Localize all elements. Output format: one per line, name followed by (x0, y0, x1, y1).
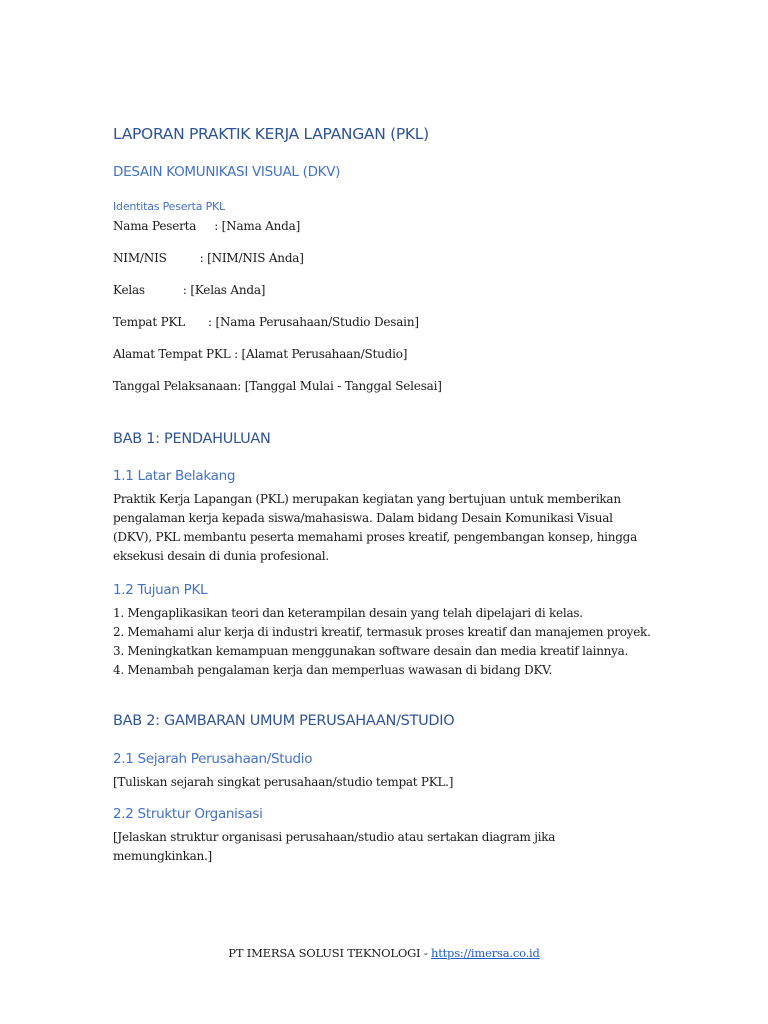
section-2-1-paragraph (113, 773, 653, 792)
paragraph-line: pengalaman kerja kepada siswa/mahasiswa. Dalam bidang Desain Komunikasi Visual (113, 511, 613, 525)
paragraph-line: Praktik Kerja Lapangan (PKL) merupakan kegiatan yang bertujuan untuk memberikan (113, 492, 621, 506)
document-title: LAPORAN PRAKTIK KERJA LAPANGAN (PKL) (113, 125, 429, 143)
section-1-1-paragraph (113, 490, 653, 566)
paragraph-line: [Tuliskan sejarah singkat perusahaan/studio tempat PKL.] (113, 775, 454, 789)
chapter-1-heading: BAB 1: PENDAHULUAN (113, 431, 271, 447)
document-subtitle: DESAIN KOMUNIKASI VISUAL (DKV) (113, 164, 341, 180)
identity-value: : [Kelas Anda] (182, 283, 266, 297)
list-item: 3. Meningkatkan kemampuan menggunakan software desain dan media kreatif lainnya. (113, 644, 629, 658)
identity-line-alamat (113, 347, 407, 361)
list-item: 1. Mengaplikasikan teori dan keterampilan desain yang telah dipelajari di kelas. (113, 606, 583, 620)
identity-label: Tempat PKL (113, 315, 186, 329)
identity-label: NIM/NIS (113, 251, 167, 265)
section-2-1-heading: 2.1 Sejarah Perusahaan/Studio (113, 751, 313, 767)
list-item: 4. Menambah pengalaman kerja dan memperluas wawasan di bidang DKV. (113, 663, 553, 677)
identity-label: Tanggal Pelaksanaan: (113, 379, 242, 393)
section-1-2-heading: 1.2 Tujuan PKL (113, 582, 208, 598)
identity-value: : [Nama Anda] (214, 219, 301, 233)
identity-label: Kelas (113, 283, 145, 297)
section-1-2-list (113, 604, 653, 680)
identity-line-tanggal (113, 379, 442, 393)
identity-heading: Identitas Peserta PKL (113, 200, 225, 213)
identity-value: [Tanggal Mulai - Tanggal Selesai] (241, 379, 442, 393)
paragraph-line: [Jelaskan struktur organisasi perusahaan/studio atau sertakan diagram jika (113, 830, 556, 844)
paragraph-line: (DKV), PKL membantu peserta memahami proses kreatif, pengembangan konsep, hingga (113, 530, 638, 544)
section-2-2-paragraph (113, 828, 653, 866)
identity-line-name (113, 219, 300, 233)
chapter-2-heading: BAB 2: GAMBARAN UMUM PERUSAHAAN/STUDIO (113, 713, 455, 729)
identity-line-tempat (113, 315, 419, 329)
footer-company: PT IMERSA SOLUSI TEKNOLOGI - (228, 946, 431, 960)
page-footer (0, 946, 768, 960)
footer-link[interactable]: https://imersa.co.id (431, 946, 540, 960)
identity-value: : [NIM/NIS Anda] (199, 251, 304, 265)
identity-line-kelas (113, 283, 265, 297)
identity-label: Alamat Tempat PKL (113, 347, 231, 361)
section-1-1-heading: 1.1 Latar Belakang (113, 468, 236, 484)
paragraph-line: eksekusi desain di dunia profesional. (113, 549, 329, 563)
identity-line-nim (113, 251, 304, 265)
identity-value: : [Nama Perusahaan/Studio Desain] (208, 315, 419, 329)
identity-value: : [Alamat Perusahaan/Studio] (230, 347, 408, 361)
identity-label: Nama Peserta (113, 219, 197, 233)
list-item: 2. Memahami alur kerja di industri kreatif, termasuk proses kreatif dan manajemen proyek. (113, 625, 651, 639)
section-2-2-heading: 2.2 Struktur Organisasi (113, 806, 263, 822)
paragraph-line: memungkinkan.] (113, 849, 212, 863)
